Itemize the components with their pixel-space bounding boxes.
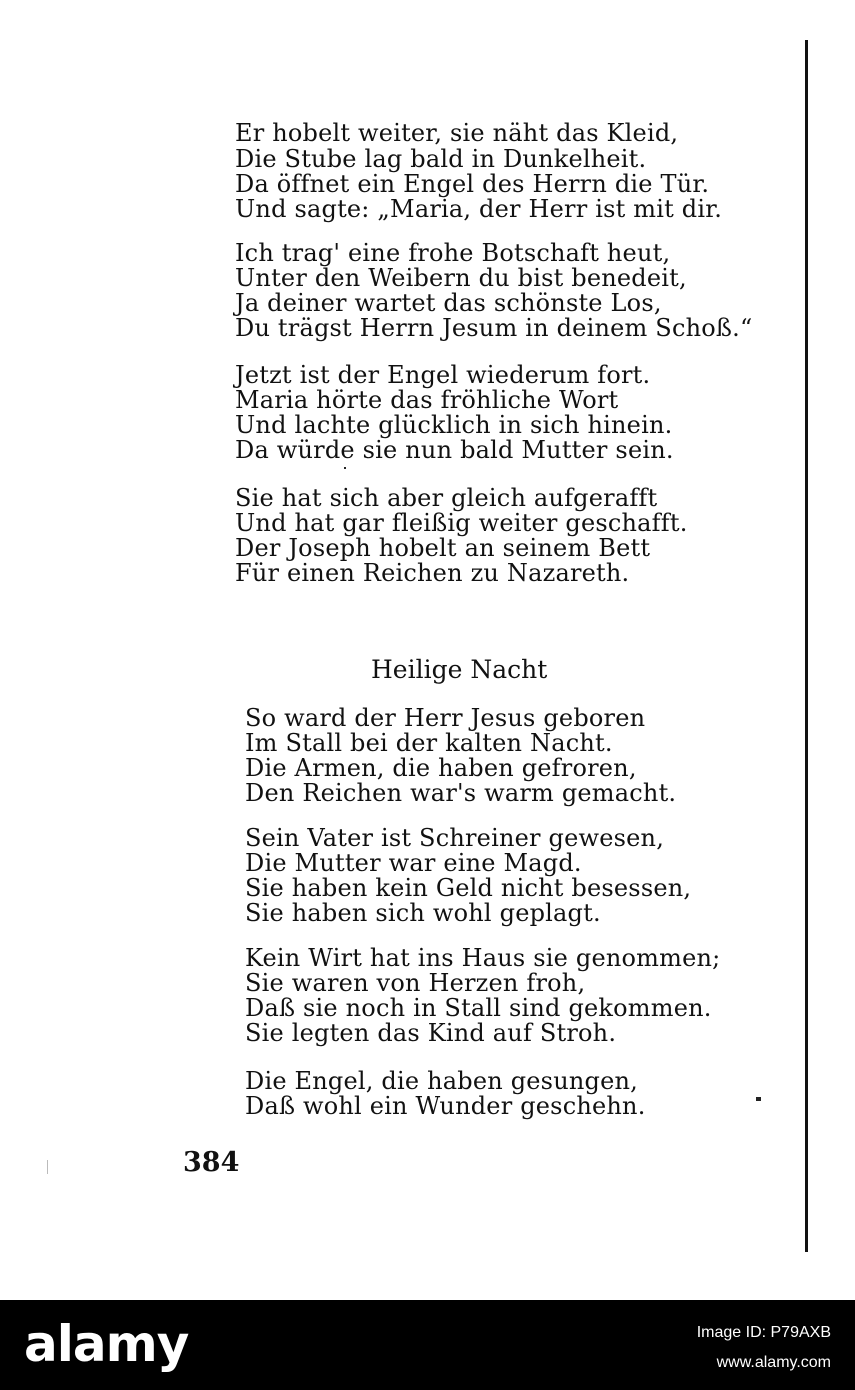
- poem-line: Sie waren von Herzen froh,: [245, 969, 586, 997]
- poem-line: So ward der Herr Jesus geboren: [245, 704, 646, 732]
- poem-line: Du trägst Herrn Jesum in deinem Schoß.“: [235, 314, 753, 342]
- scan-speck: [47, 1160, 48, 1174]
- poem-line: Ich trag' eine frohe Botschaft heut,: [235, 239, 671, 267]
- page-edge-rule: [805, 40, 808, 1252]
- poem-line: Und hat gar fleißig weiter geschafft.: [235, 509, 688, 537]
- scan-speck: [344, 467, 346, 469]
- poem-line: Maria hörte das fröhliche Wort: [235, 386, 619, 414]
- poem-line: Die Engel, die haben gesungen,: [245, 1067, 638, 1095]
- image-id-label: Image ID: P79AXB: [696, 1324, 831, 1341]
- site-url: www.alamy.com: [716, 1354, 831, 1371]
- poem-line: Sie hat sich aber gleich aufgerafft: [235, 484, 658, 512]
- poem-line: Der Joseph hobelt an seinem Bett: [235, 534, 651, 562]
- brand-logo: alamy: [24, 1315, 189, 1373]
- page-number: 384: [183, 1147, 240, 1178]
- poem-line: Im Stall bei der kalten Nacht.: [245, 729, 613, 757]
- poem-line: Sie legten das Kind auf Stroh.: [245, 1019, 617, 1047]
- poem-line: Ja deiner wartet das schönste Los,: [235, 289, 662, 317]
- poem-line: Die Armen, die haben gefroren,: [245, 754, 637, 782]
- poem-line: Den Reichen war's warm gemacht.: [245, 779, 677, 807]
- poem-line: Kein Wirt hat ins Haus sie genommen;: [245, 944, 721, 972]
- scan-speck: [756, 1097, 761, 1101]
- poem-line: Für einen Reichen zu Nazareth.: [235, 559, 630, 587]
- poem-line: Jetzt ist der Engel wiederum fort.: [235, 361, 651, 389]
- poem-line: Sein Vater ist Schreiner gewesen,: [245, 824, 665, 852]
- poem-line: Er hobelt weiter, sie näht das Kleid,: [235, 119, 679, 147]
- poem-line: Und sagte: „Maria, der Herr ist mit dir.: [235, 195, 723, 223]
- poem-line: Die Mutter war eine Magd.: [245, 849, 582, 877]
- poem-line: Sie haben kein Geld nicht besessen,: [245, 874, 692, 902]
- watermark-footer: [0, 1300, 855, 1390]
- poem-line: Und lachte glücklich in sich hinein.: [235, 411, 673, 439]
- poem-line: Sie haben sich wohl geplagt.: [245, 899, 601, 927]
- poem-line: Da würde sie nun bald Mutter sein.: [235, 436, 674, 464]
- poem-line: Daß wohl ein Wunder geschehn.: [245, 1092, 646, 1120]
- poem-line: Da öffnet ein Engel des Herrn die Tür.: [235, 170, 710, 198]
- poem-line: Die Stube lag bald in Dunkelheit.: [235, 145, 647, 173]
- poem-title: Heilige Nacht: [371, 655, 548, 684]
- poem-line: Unter den Weibern du bist benedeit,: [235, 264, 687, 292]
- poem-line: Daß sie noch in Stall sind gekommen.: [245, 994, 712, 1022]
